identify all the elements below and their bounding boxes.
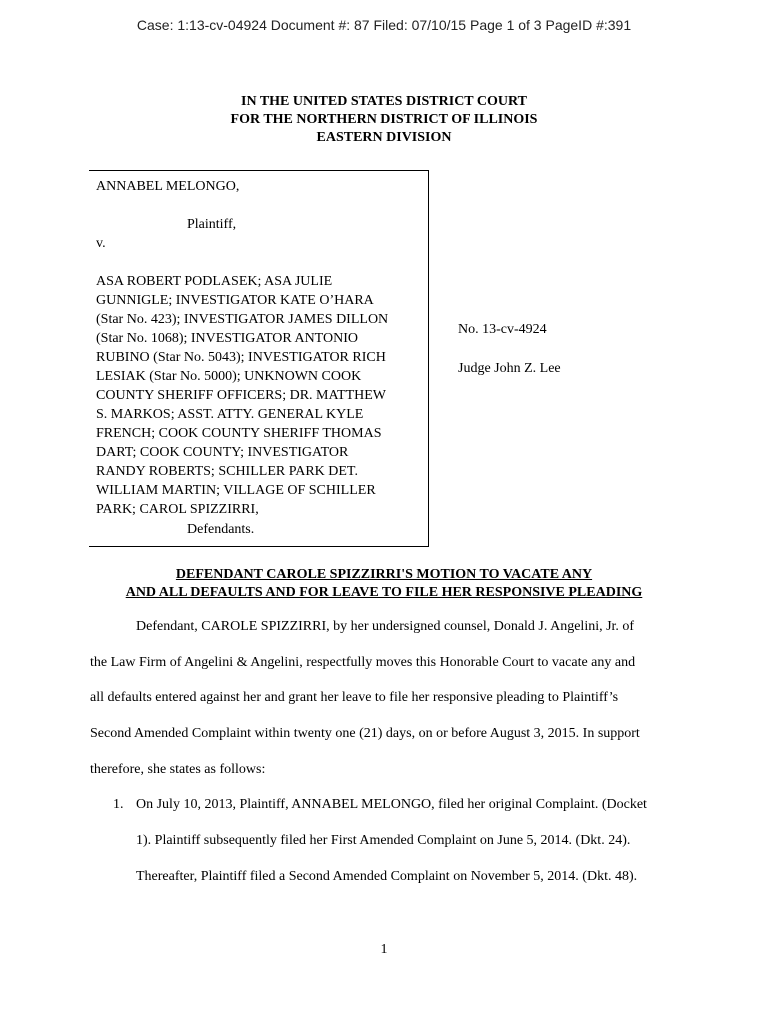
defendants-line: FRENCH; COOK COUNTY SHERIFF THOMAS (96, 426, 382, 441)
defendants-line: GUNNIGLE; INVESTIGATOR KATE O’HARA (96, 293, 374, 308)
defendants-line: S. MARKOS; ASST. ATTY. GENERAL KYLE (96, 407, 364, 422)
page-number: 1 (380, 942, 388, 957)
body-line: Second Amended Complaint within twenty one (21) days, on or before August 3, 2015. In support (90, 726, 640, 741)
court-line-1: IN THE UNITED STATES DISTRICT COURT (241, 94, 527, 109)
defendants-line: DART; COOK COUNTY; INVESTIGATOR (96, 445, 349, 460)
ecf-header: Case: 1:13-cv-04924 Document #: 87 Filed: 07/10/15 Page 1 of 3 PageID #:391 (136, 17, 632, 33)
list-item-number: 1. (113, 797, 124, 812)
plaintiff-role: Plaintiff, (187, 217, 237, 232)
list-item-line: Thereafter, Plaintiff filed a Second Amended Complaint on November 5, 2014. (Dkt. 48). (136, 869, 638, 884)
motion-title-line-2: AND ALL DEFAULTS AND FOR LEAVE TO FILE HER RESPONSIVE PLEADING (125, 585, 643, 600)
defendants-line: PARK; CAROL SPIZZIRRI, (96, 502, 259, 517)
defendants-line: ASA ROBERT PODLASEK; ASA JULIE (96, 274, 333, 289)
defendants-line: RANDY ROBERTS; SCHILLER PARK DET. (96, 464, 358, 479)
defendants-line: COUNTY SHERIFF OFFICERS; DR. MATTHEW (96, 388, 387, 403)
list-item-line: 1). Plaintiff subsequently filed her First Amended Complaint on June 5, 2014. (Dkt. 24). (136, 833, 631, 848)
defendants-line: (Star No. 423); INVESTIGATOR JAMES DILLON (96, 312, 389, 327)
motion-title (0, 566, 768, 602)
body-line: the Law Firm of Angelini & Angelini, respectfully moves this Honorable Court to vacate any and (90, 655, 636, 670)
case-number: No. 13-cv-4924 (458, 322, 547, 337)
defendants-line: (Star No. 1068); INVESTIGATOR ANTONIO (96, 331, 358, 346)
court-line-2: FOR THE NORTHERN DISTRICT OF ILLINOIS (230, 112, 538, 127)
judge-name: Judge John Z. Lee (458, 361, 561, 376)
versus-label: v. (96, 236, 106, 251)
defendants-line: WILLIAM MARTIN; VILLAGE OF SCHILLER (96, 483, 376, 498)
defendants-line: RUBINO (Star No. 5043); INVESTIGATOR RICH (96, 350, 386, 365)
defendants-role: Defendants. (187, 522, 255, 537)
plaintiff-name: ANNABEL MELONGO, (96, 179, 240, 194)
body-line: Defendant, CAROLE SPIZZIRRI, by her undersigned counsel, Donald J. Angelini, Jr. of (136, 619, 635, 634)
body-line: therefore, she states as follows: (90, 762, 266, 777)
court-heading (0, 93, 768, 147)
defendants-line: LESIAK (Star No. 5000); UNKNOWN COOK (96, 369, 362, 384)
motion-title-line-1: DEFENDANT CAROLE SPIZZIRRI'S MOTION TO VACATE ANY (175, 567, 593, 582)
list-item-line: On July 10, 2013, Plaintiff, ANNABEL MELONGO, filed her original Complaint. (Docket (136, 797, 647, 812)
court-line-3: EASTERN DIVISION (316, 130, 452, 145)
body-line: all defaults entered against her and grant her leave to file her responsive pleading to Plaintiff’s (90, 690, 619, 705)
